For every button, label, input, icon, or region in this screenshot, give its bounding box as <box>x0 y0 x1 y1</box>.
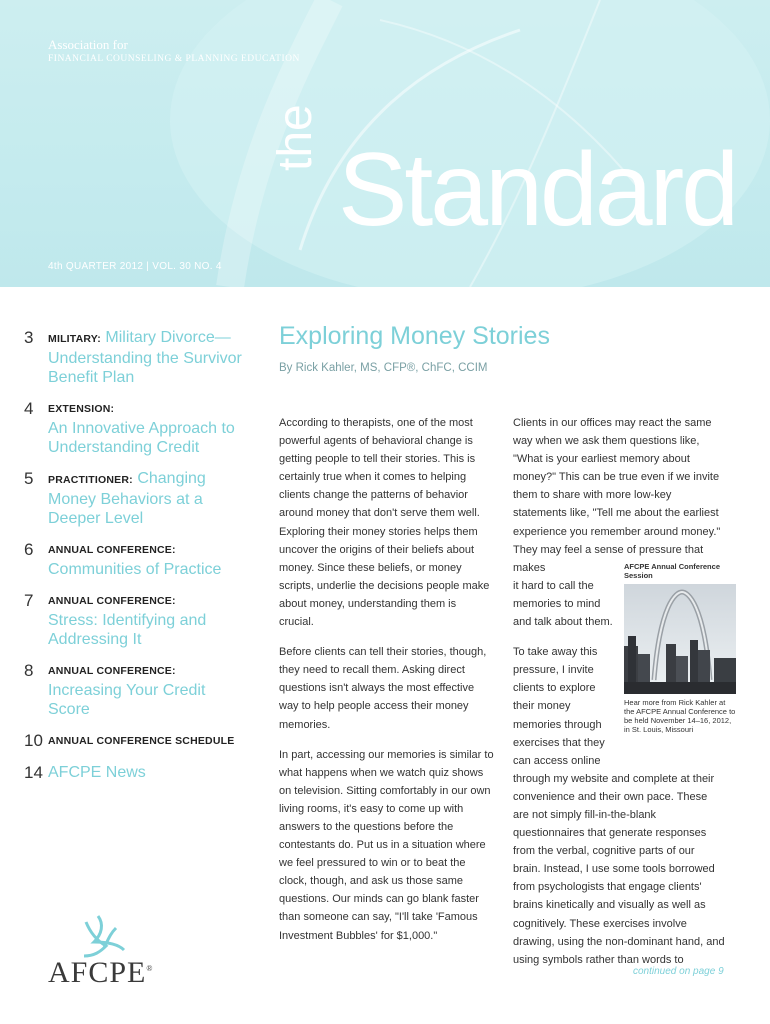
toc-page-number: 7 <box>24 591 34 610</box>
toc-entry-text <box>48 763 244 783</box>
toc-category: PRACTITIONER: <box>48 474 133 486</box>
toc-page-number: 10 <box>24 731 43 750</box>
paragraph: To take away this pressure, I invite clients to explore their money memories through exercises that they can access online <box>513 646 605 767</box>
paragraph: it hard to call the memories to mind and talk about them. <box>513 579 613 629</box>
paragraph: In part, accessing our memories is similar to what happens when we watch quiz shows on television. Sitting comfortably in our own living rooms, it's easy to come up with answers to the questions before the contestants do. Put us in a situation where we feel pressured to win or to beat the clock, though, and ask us those same questions. Our minds can go blank faster than someone can say, "I'll take 'Famous Investment Bubbles' for $1,000." <box>279 748 494 942</box>
toc-item[interactable] <box>24 469 244 528</box>
toc-title: Changing Money Behaviors at a Deeper Level <box>48 470 206 527</box>
toc-title: Military Divorce—Understanding the Survivor Benefit Plan <box>48 329 242 386</box>
toc-item[interactable] <box>24 661 244 719</box>
toc-entry-text <box>48 540 244 579</box>
article-headline: Exploring Money Stories <box>279 322 550 350</box>
toc-entry-text <box>48 469 244 528</box>
toc-item[interactable] <box>24 399 244 457</box>
table-of-contents <box>24 328 244 795</box>
toc-item[interactable] <box>24 763 244 783</box>
toc-category: ANNUAL CONFERENCE: <box>48 544 176 556</box>
toc-item[interactable] <box>24 731 244 751</box>
toc-page-number: 3 <box>24 328 34 347</box>
toc-page-number: 4 <box>24 399 34 418</box>
article-column-1 <box>279 414 494 957</box>
issue-line: 4th QUARTER 2012 | VOL. 30 NO. 4 <box>48 261 222 272</box>
toc-entry-text <box>48 661 244 719</box>
toc-page-number: 14 <box>24 763 43 782</box>
toc-item[interactable] <box>24 591 244 649</box>
afcpe-logo-text: AFCPE® <box>48 956 154 989</box>
toc-entry-text <box>48 591 244 649</box>
toc-entry-text <box>48 399 244 457</box>
toc-item[interactable] <box>24 540 244 579</box>
toc-page-number: 5 <box>24 469 34 488</box>
toc-page-number: 6 <box>24 540 34 559</box>
toc-category: ANNUAL CONFERENCE: <box>48 595 176 607</box>
association-line: Association for <box>48 37 128 52</box>
title-the: the <box>269 104 322 171</box>
toc-category: ANNUAL CONFERENCE: <box>48 665 176 677</box>
toc-title: Stress: Identifying and Addressing It <box>48 612 207 648</box>
paragraph: Clients in our offices may react the same way when we ask them questions like, "What is your earliest memory about money?" This can be true even if we invite them to share with more low-key statements like, "Tell me about the earliest experience you remember around money." They may feel a sense of pressure that makes <box>513 417 721 574</box>
title-standard: Standard <box>338 132 737 248</box>
gateway-arch-photo <box>624 584 736 694</box>
toc-entry-text <box>48 328 244 387</box>
photo-caption: Hear more from Rick Kahler at the AFCPE Annual Conference to be held November 14–16, 2012, in St. Louis, Missouri <box>624 698 736 734</box>
toc-category: ANNUAL CONFERENCE SCHEDULE <box>48 735 235 747</box>
paragraph: Before clients can tell their stories, though, they need to recall them. Asking direct questions isn't always the most effective way to help people access their money memories. <box>279 646 487 731</box>
toc-title: Increasing Your Credit Score <box>48 682 206 718</box>
paragraph: According to therapists, one of the most powerful agents of behavioral change is getting people to tell their stories. This is certainly true when it comes to helping clients change the patterns of behavior around money that don't serve them well. Exploring their money stories helps them uncover the origins of their beliefs about money. Since these beliefs, or money scripts, underlie the decisions people make about money, understanding them is crucial. <box>279 417 490 629</box>
masthead <box>0 0 770 287</box>
toc-entry-text <box>48 731 244 751</box>
article-byline: By Rick Kahler, MS, CFP®, ChFC, CCIM <box>279 362 488 374</box>
toc-title: An Innovative Approach to Understanding Credit <box>48 420 235 456</box>
toc-item[interactable] <box>24 328 244 387</box>
toc-title: AFCPE News <box>48 764 146 781</box>
toc-category: EXTENSION: <box>48 403 115 415</box>
continued-note: continued on page 9 <box>633 966 724 977</box>
photo-sidebar <box>624 562 736 734</box>
photo-title: AFCPE Annual Conference Session <box>624 562 720 580</box>
toc-category: MILITARY: <box>48 333 101 345</box>
toc-page-number: 8 <box>24 661 34 680</box>
association-subtitle: FINANCIAL COUNSELING & PLANNING EDUCATION <box>48 54 300 64</box>
toc-title: Communities of Practice <box>48 561 222 578</box>
paragraph: through my website and complete at their convenience and their own pace. These are not simply fill-in-the-blank questionnaires that generate responses from the verbal, cognitive parts of our brain. Instead, I use some tools borrowed from psychologists that engage clients' brains kinetically and visually as well as cognitively. These exercises involve drawing, using the non-dominant hand, and using symbols rather than words to <box>513 772 725 966</box>
